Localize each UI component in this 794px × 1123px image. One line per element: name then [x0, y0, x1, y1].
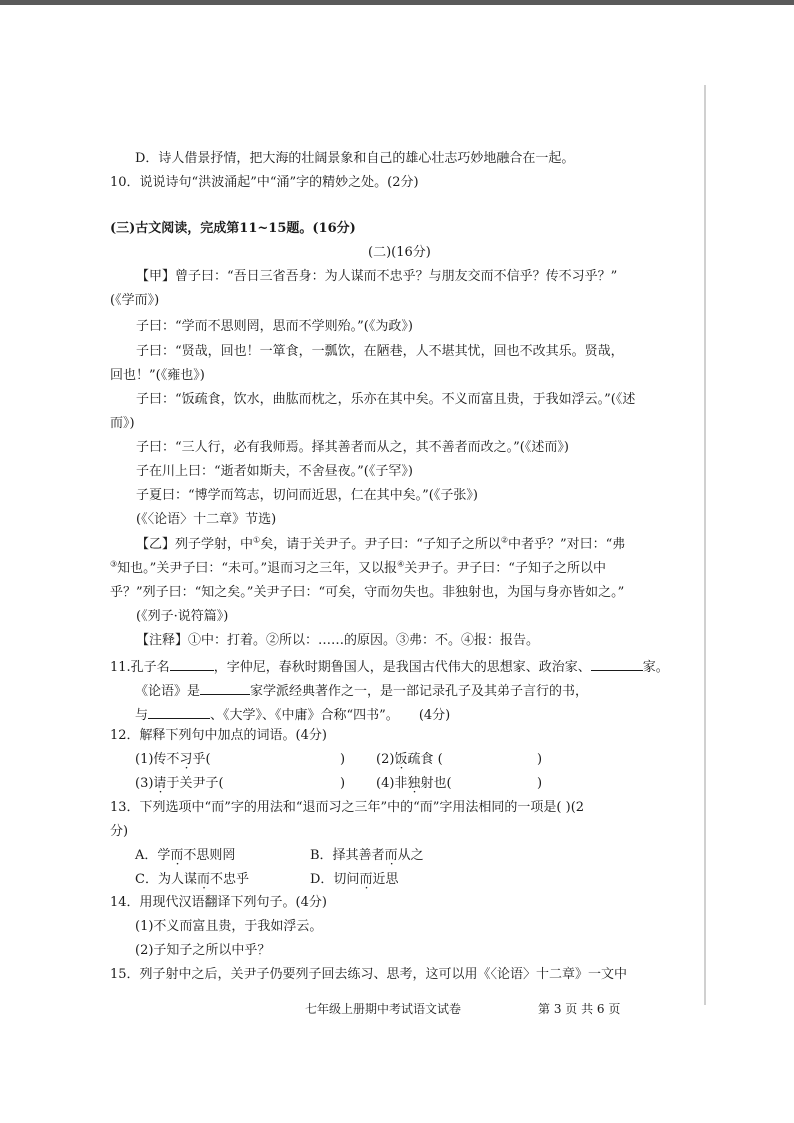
- passage-a-line: 子曰：“三人行，必有我师焉。择其善者而从之，其不善者而改之。”(《述而》): [136, 440, 569, 455]
- passage-b-source: (《列子·说符篇》): [136, 609, 229, 624]
- section-3-subtitle: (二)(16分): [368, 245, 431, 260]
- passage-a-line: 子在川上曰：“逝者如斯夫，不舍昼夜。”(《子罕》): [136, 464, 413, 479]
- question-10: 10．说说诗句“洪波涌起”中“涌”字的精妙之处。(2分): [110, 175, 419, 190]
- question-15: 15．列子射中之后，关尹子仍要列子回去练习、思考，这可以用《〈论语〉十二章》一文中: [110, 967, 628, 982]
- fill-blank[interactable]: [148, 704, 210, 719]
- passage-a-line: 子夏曰：“博学而笃志，切问而近思，仁在其中矣。”(《子张》): [136, 488, 478, 503]
- q14-sentence-2: (2)子知子之所以中乎？: [135, 943, 271, 958]
- footnote-marker: ④: [397, 559, 405, 569]
- question-14-stem: 14．用现代汉语翻译下列句子。(4分): [110, 895, 327, 910]
- q12-item-3-close: ): [340, 776, 346, 791]
- fill-blank[interactable]: [591, 656, 643, 671]
- passage-b-line-3: 乎？”列子曰：“知之矣。”关尹子曰：“可矣，守而勿失也。非独射也，为国与身亦皆如之。”: [110, 585, 625, 600]
- q12-item-4-close: ): [537, 776, 543, 791]
- footnote-marker: ③: [110, 559, 118, 569]
- footer-title: 七年级上册期中考试语文试卷: [305, 1002, 462, 1016]
- passage-a-line: 而》): [110, 416, 135, 431]
- q12-item-4: (4)非独射也(: [376, 776, 452, 791]
- notes: 【注释】①中：打着。②所以：……的原因。③弗：不。④报：报告。: [136, 633, 540, 648]
- question-11-line-3: 与 、《大学》、《中庸》合称“四书”。 (4分): [135, 704, 450, 725]
- passage-a-line: 回也！”(《雍也》): [110, 368, 205, 383]
- question-12-stem: 12．解释下列句中加点的词语。(4分): [110, 728, 327, 743]
- scan-page-edge: [704, 85, 706, 1005]
- q13-option-c[interactable]: C．为人谋而不忠乎: [135, 872, 249, 887]
- passage-a-line: (《学而》): [110, 293, 160, 308]
- passage-a-line: 子曰：“学而不思则罔，思而不学则殆。”(《为政》): [136, 319, 413, 334]
- question-13-line-1: 13．下列选项中“而”字的用法和“退而习之三年”中的“而”字用法相同的一项是( )(2: [110, 800, 585, 815]
- q12-item-1: (1)传不习乎(: [135, 752, 211, 767]
- q12-item-3: (3)请于关尹子(: [135, 776, 224, 791]
- q9-option-d: D．诗人借景抒情，把大海的壮阔景象和自己的雄心壮志巧妙地融合在一起。: [135, 151, 575, 166]
- q14-sentence-1: (1)不义而富且贵，于我如浮云。: [135, 919, 323, 934]
- passage-b-line-2: ③知也。”关尹子曰：“未可。”退而习之三年，又以报④关尹子。尹子曰：“子知子之所以中: [110, 559, 606, 576]
- section-3-title: (三)古文阅读，完成第11~15题。(16分): [110, 221, 356, 236]
- q13-option-d[interactable]: D．切问而近思: [310, 872, 399, 887]
- passage-a-line: 【甲】曾子曰：“吾日三省吾身：为人谋而不忠乎？与朋友交而不信乎？传不习乎？”: [136, 269, 618, 284]
- question-11-line-2: 《论语》是 家学派经典著作之一，是一部记录孔子及其弟子言行的书，: [135, 680, 588, 701]
- question-13-line-2: 分): [110, 824, 129, 839]
- passage-b-line-1: 【乙】列子学射，中①矣，请于关尹子。尹子曰：“子知子之所以②中者乎？”对曰：“弗: [136, 535, 626, 552]
- q12-item-2-close: ): [537, 752, 543, 767]
- scan-top-border: [0, 0, 794, 5]
- fill-blank[interactable]: [170, 656, 214, 671]
- passage-a-line: 子曰：“饭疏食，饮水，曲肱而枕之，乐亦在其中矣。不义而富且贵，于我如浮云。”(《述: [136, 392, 636, 407]
- footer-page-number: 第 3 页 共 6 页: [538, 1002, 621, 1016]
- question-11-line-1: 11.孔子名 ，字仲尼，春秋时期鲁国人，是我国古代伟大的思想家、政治家、 家。: [110, 656, 669, 677]
- q13-option-b[interactable]: B．择其善者而从之: [310, 848, 424, 863]
- q12-item-1-close: ): [340, 752, 346, 767]
- footnote-marker: ①: [253, 535, 261, 545]
- footnote-marker: ②: [500, 535, 509, 545]
- passage-a-source: (《〈论语〉十二章》节选): [136, 512, 277, 527]
- q12-item-2: (2)饭疏食 (: [376, 752, 443, 767]
- q13-option-a[interactable]: A．学而不思则罔: [135, 848, 236, 863]
- passage-a-line: 子曰：“贤哉，回也！一箪食，一瓢饮，在陋巷，人不堪其忧，回也不改其乐。贤哉，: [136, 344, 624, 359]
- fill-blank[interactable]: [200, 680, 250, 695]
